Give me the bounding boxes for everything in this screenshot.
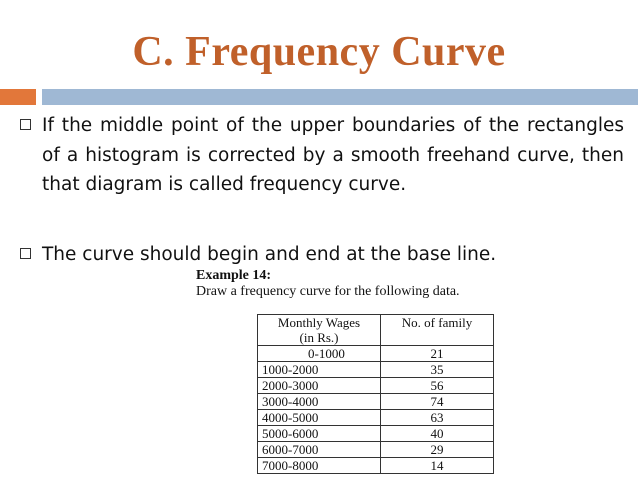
table-row [258,410,494,426]
bullet-text: If the middle point of the upper boundaries of the rectangles of a histogram is corrected by a smooth freehand curve, then that diagram is called frequency curve. [42,115,624,195]
cell-wages: 4000-5000 [258,410,381,426]
example-block [196,268,496,300]
cell-wages: 0-1000 [258,346,381,362]
table-row [258,442,494,458]
slide-title: C. Frequency Curve [132,29,506,75]
square-bullet-icon [20,248,31,259]
table-row [258,458,494,474]
frequency-table [257,314,494,474]
header-no-of-family: No. of family [381,315,494,346]
table-body [258,346,494,474]
accent-bar-blue [42,89,638,105]
header-monthly-wages [258,315,381,346]
example-instruction: Draw a frequency curve for the following data. [196,284,460,299]
header-wages-unit: (in Rs.) [299,330,339,345]
bullet-text: The curve should begin and end at the base line. [42,244,497,265]
cell-wages: 2000-3000 [258,378,381,394]
table-row [258,394,494,410]
cell-families: 21 [381,346,494,362]
table-header-row [258,315,494,346]
table-row [258,362,494,378]
header-wages-label: Monthly Wages [277,315,361,330]
accent-bar-orange [0,89,36,105]
bullet-item-definition [20,111,624,200]
cell-families: 74 [381,394,494,410]
cell-families: 40 [381,426,494,442]
cell-families: 14 [381,458,494,474]
cell-wages: 7000-8000 [258,458,381,474]
table-row [258,426,494,442]
table-row [258,378,494,394]
cell-families: 35 [381,362,494,378]
cell-wages: 6000-7000 [258,442,381,458]
cell-families: 63 [381,410,494,426]
cell-families: 29 [381,442,494,458]
cell-wages: 5000-6000 [258,426,381,442]
example-heading: Example 14: [196,268,272,283]
cell-wages: 3000-4000 [258,394,381,410]
cell-families: 56 [381,378,494,394]
cell-wages: 1000-2000 [258,362,381,378]
square-bullet-icon [20,119,31,130]
bullet-item-baseline [20,240,624,270]
table-row [258,346,494,362]
